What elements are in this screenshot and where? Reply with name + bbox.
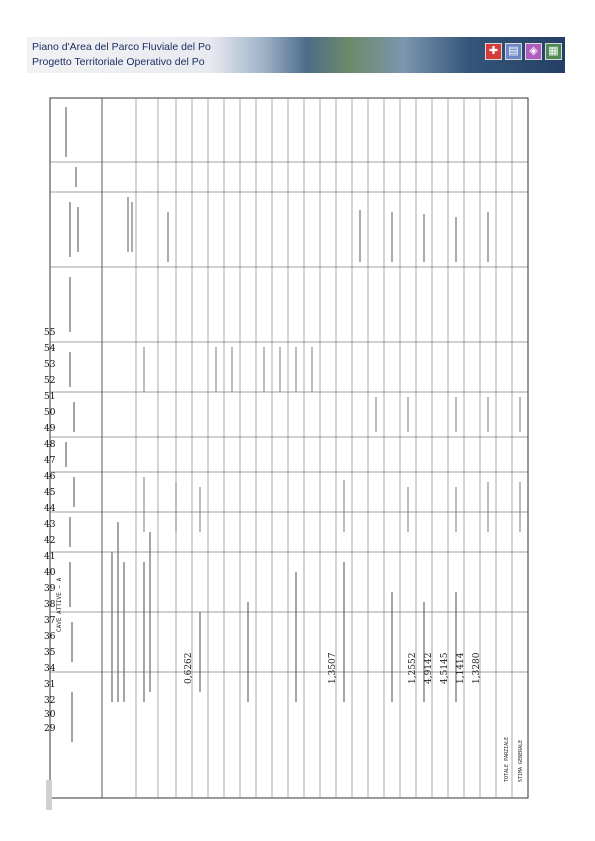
- row-number: 53: [44, 360, 56, 370]
- row-number: 41: [44, 552, 56, 562]
- scanned-table-page: [46, 92, 536, 804]
- banner-title: Piano d'Area del Parco Fluviale del Po: [32, 41, 211, 53]
- row-number: 39: [44, 584, 56, 594]
- total-label: STIMA GENERALE: [518, 739, 524, 782]
- banner-subtitle: Progetto Territoriale Operativo del Po: [32, 56, 205, 68]
- row-number: 35: [44, 648, 56, 658]
- row-number: 30: [44, 710, 56, 720]
- handwritten-value: 1,1414: [456, 652, 466, 684]
- row-number: 45: [44, 488, 56, 498]
- header-banner: [27, 37, 565, 73]
- row-number: 50: [44, 408, 56, 418]
- document-icon[interactable]: ▤: [505, 43, 522, 60]
- row-number: 36: [44, 632, 56, 642]
- handwritten-value: 1,3280: [472, 652, 482, 684]
- handwritten-value: 1,3507: [328, 652, 338, 684]
- row-number: 46: [44, 472, 56, 482]
- row-number: 44: [44, 504, 56, 514]
- row-number: 43: [44, 520, 56, 530]
- row-number: 31: [44, 680, 56, 690]
- row-number: 47: [44, 456, 56, 466]
- subtotal-label: TOTALE PARZIALE: [504, 736, 510, 782]
- row-number: 34: [44, 664, 56, 674]
- row-number: 42: [44, 536, 56, 546]
- row-number: 48: [44, 440, 56, 450]
- map-icon[interactable]: ◈: [525, 43, 542, 60]
- row-number: 55: [44, 328, 56, 338]
- handwritten-value: 0,6262: [184, 652, 194, 684]
- table-grid: [46, 92, 536, 804]
- row-number: 49: [44, 424, 56, 434]
- row-number: 54: [44, 344, 56, 354]
- row-number: 51: [44, 392, 56, 402]
- row-number: 52: [44, 376, 56, 386]
- handwritten-value: 1,2552: [408, 652, 418, 684]
- handwritten-value: 4,9142: [424, 652, 434, 684]
- header-label: CAVE ATTIVE — A: [56, 577, 63, 632]
- row-number: 29: [44, 724, 56, 734]
- row-number: 38: [44, 600, 56, 610]
- scan-edge-shadow: [46, 780, 52, 810]
- handwritten-value: 4,5145: [440, 652, 450, 684]
- building-icon[interactable]: ▦: [545, 43, 562, 60]
- row-number: 32: [44, 696, 56, 706]
- row-number: 37: [44, 616, 56, 626]
- row-number: 40: [44, 568, 56, 578]
- flag-icon[interactable]: ✚: [485, 43, 502, 60]
